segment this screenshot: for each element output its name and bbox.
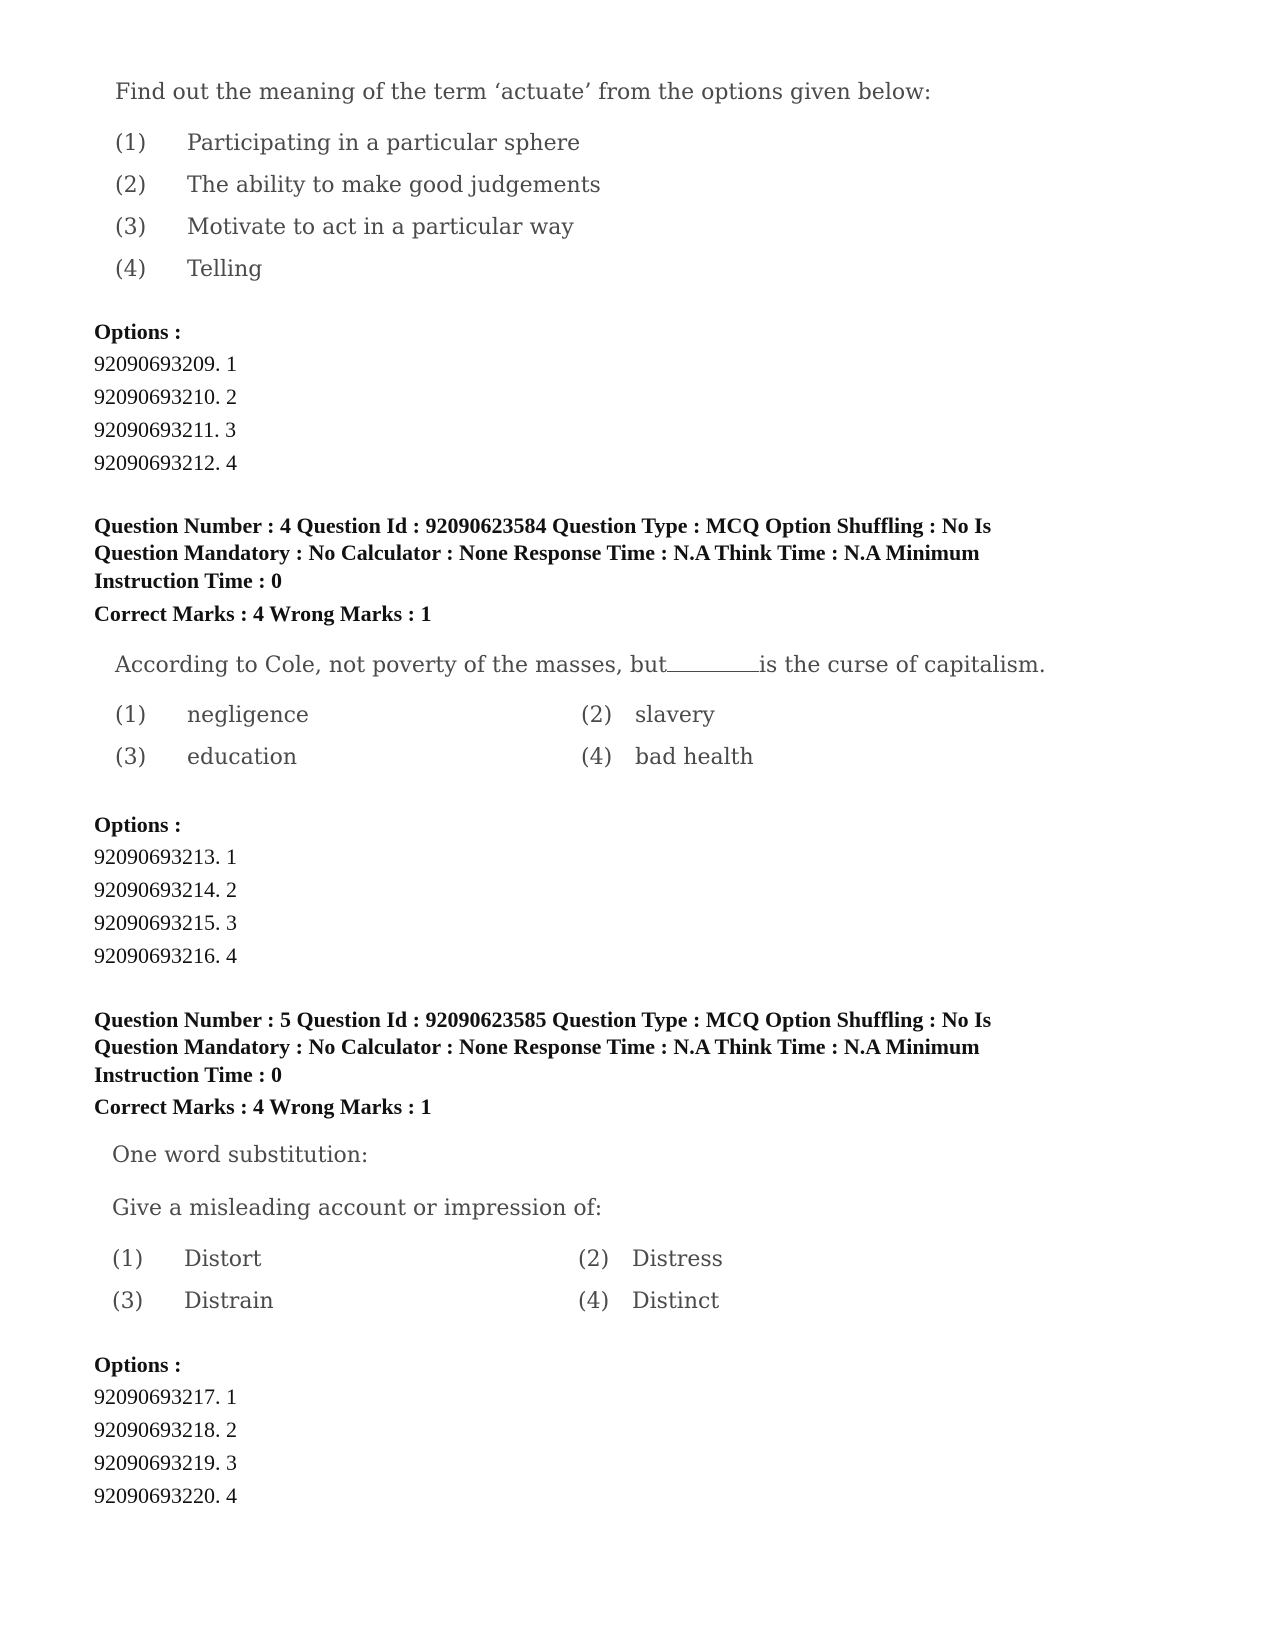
q4-options-label: Options :	[94, 812, 182, 837]
q5-choice-2-num: (2)	[578, 1247, 610, 1272]
q3-choice-4	[115, 259, 262, 281]
q4-option-id-1: 92090693213. 1	[94, 844, 237, 869]
q4-choice-4-num: (4)	[581, 745, 613, 770]
q3-option-id-4: 92090693212. 4	[94, 450, 237, 475]
q3-option-id-3: 92090693211. 3	[94, 417, 237, 442]
q4-choice-1	[115, 705, 309, 727]
q5-header-line-3: Instruction Time : 0	[94, 1061, 283, 1087]
q3-choice-1	[115, 133, 580, 155]
q3-choice-2-text: The ability to make good judgements	[187, 173, 601, 198]
q4-choice-1-num: (1)	[115, 703, 147, 728]
q5-choice-4-text: Distinct	[632, 1289, 720, 1314]
q4-option-id-3: 92090693215. 3	[94, 910, 237, 935]
q5-marks: Correct Marks : 4 Wrong Marks : 1	[94, 1094, 432, 1119]
q4-choice-4-text: bad health	[635, 745, 754, 770]
q4-option-id-2: 92090693214. 2	[94, 877, 237, 902]
q5-options-label: Options :	[94, 1352, 182, 1377]
q4-header-line-3: Instruction Time : 0	[94, 567, 283, 593]
q3-choice-3-num: (3)	[115, 215, 147, 240]
q4-stem-before: According to Cole, not poverty of the masses, but	[115, 653, 668, 678]
q5-header-line-2: Question Mandatory : No Calculator : None Response Time : N.A Think Time : N.A Minimum	[94, 1034, 980, 1060]
q4-choice-3-num: (3)	[115, 745, 147, 770]
q4-marks: Correct Marks : 4 Wrong Marks : 1	[94, 601, 432, 626]
q4-choice-1-text: negligence	[187, 703, 309, 728]
q5-choice-4	[578, 1291, 719, 1313]
q5-choice-1-text: Distort	[184, 1247, 262, 1272]
q5-choice-3-text: Distrain	[184, 1289, 274, 1314]
q4-stem-after: is the curse of capitalism.	[759, 653, 1046, 678]
q3-choice-3	[115, 217, 574, 239]
q3-options-label: Options :	[94, 319, 182, 344]
q3-option-id-1: 92090693209. 1	[94, 351, 237, 376]
q5-choice-2-text: Distress	[632, 1247, 723, 1272]
q5-choice-1	[112, 1249, 261, 1271]
q3-choice-4-text: Telling	[187, 257, 263, 282]
q4-header	[94, 512, 1184, 594]
q4-choice-3-text: education	[187, 745, 297, 770]
q3-choice-1-num: (1)	[115, 131, 147, 156]
q3-choice-4-num: (4)	[115, 257, 147, 282]
q5-choice-3	[112, 1291, 274, 1313]
q5-choice-1-num: (1)	[112, 1247, 144, 1272]
q5-stem-line-2: Give a misleading account or impression of:	[112, 1196, 603, 1221]
q5-header	[94, 1006, 1184, 1088]
q5-header-line-1: Question Number : 5 Question Id : 92090623585 Question Type : MCQ Option Shuffling : No Is	[94, 1007, 992, 1032]
q5-option-id-4: 92090693220. 4	[94, 1483, 237, 1508]
q4-stem	[115, 653, 1046, 677]
q3-option-id-2: 92090693210. 2	[94, 384, 237, 409]
q4-header-line-2: Question Mandatory : No Calculator : None Response Time : N.A Think Time : N.A Minimum	[94, 540, 980, 566]
q4-stem-blank	[667, 653, 759, 672]
q4-header-line-1: Question Number : 4 Question Id : 92090623584 Question Type : MCQ Option Shuffling : No Is	[94, 513, 992, 538]
q4-choice-4	[581, 747, 754, 769]
q5-choice-4-num: (4)	[578, 1289, 610, 1314]
q4-choice-2	[581, 705, 715, 727]
q5-option-id-2: 92090693218. 2	[94, 1417, 237, 1442]
q4-option-id-4: 92090693216. 4	[94, 943, 237, 968]
q3-choice-2	[115, 175, 601, 197]
q4-choice-2-num: (2)	[581, 703, 613, 728]
q5-choice-2	[578, 1249, 723, 1271]
q3-choice-2-num: (2)	[115, 173, 147, 198]
q3-choice-1-text: Participating in a particular sphere	[187, 131, 581, 156]
q3-stem: Find out the meaning of the term ‘actuate’ from the options given below:	[115, 80, 932, 105]
q5-stem-line-1: One word substitution:	[112, 1143, 369, 1168]
q5-option-id-1: 92090693217. 1	[94, 1384, 237, 1409]
q5-choice-3-num: (3)	[112, 1289, 144, 1314]
q5-option-id-3: 92090693219. 3	[94, 1450, 237, 1475]
q3-choice-3-text: Motivate to act in a particular way	[187, 215, 574, 240]
q4-choice-3	[115, 747, 297, 769]
q4-choice-2-text: slavery	[635, 703, 715, 728]
